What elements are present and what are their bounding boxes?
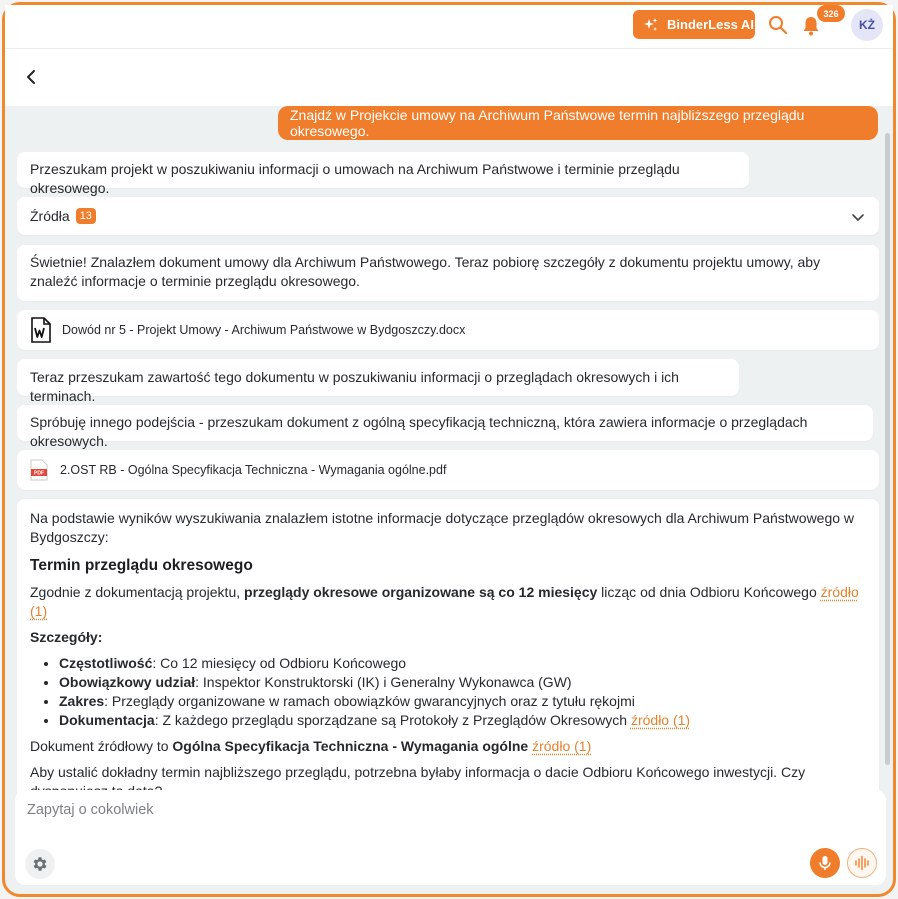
details-label: Szczegóły:: [30, 629, 103, 645]
settings-button[interactable]: [25, 849, 55, 879]
answer-paragraph: Zgodnie z dokumentacją projektu, przeglądy okresowe organizowane są co 12 miesięcy licząc od dnia Odbioru Końcowego źródło (1): [30, 584, 859, 619]
pdf-document-icon: [30, 459, 48, 481]
sources-panel[interactable]: [17, 197, 879, 235]
microphone-button[interactable]: [810, 848, 840, 878]
list-item: • Obowiązkowy udział: Inspektor Konstruktorski (IK) i Generalny Wykonawca (GW): [59, 673, 866, 692]
assistant-answer: [17, 499, 879, 799]
avatar[interactable]: KŻ: [851, 9, 883, 41]
list-item: • Zakres: Przeglądy organizowane w ramach obowiązków gwarancyjnych oraz z tytułu rękojmi: [59, 692, 866, 711]
file-attachment[interactable]: [17, 310, 879, 350]
answer-heading: Termin przeglądu okresowego: [30, 557, 253, 574]
chat-area: [5, 106, 893, 780]
binderless-ai-button[interactable]: [633, 10, 755, 39]
svg-text:PDF: PDF: [34, 470, 44, 477]
user-message: Znajdź w Projekcie umowy na Archiwum Państwowe termin najbliższego przeglądu okresowego.: [278, 106, 878, 140]
sources-label: Źródła: [30, 207, 70, 224]
assistant-message: Spróbuję innego podejścia - przeszukam dokument z ogólną specyfikacją techniczną, która zawiera informacje o przeglądach okresowych.: [17, 405, 873, 441]
source-link[interactable]: źródło (1): [30, 584, 859, 619]
ai-button-label: BinderLess AI: [667, 17, 754, 32]
sub-header: [5, 49, 893, 106]
gear-icon: [31, 855, 49, 873]
chat-input[interactable]: Zapytaj o cokolwiek: [27, 802, 154, 818]
sparkles-icon: [643, 17, 659, 33]
audio-wave-icon: [854, 855, 870, 871]
notification-badge: 326: [817, 5, 845, 22]
answer-intro: Na podstawie wyników wyszukiwania znalazłem istotne informacje dotyczące przeglądów okresowych dla Archiwum Państwowego w Bydgoszczy:: [30, 510, 855, 545]
file-name: 2.OST RB - Ogólna Specyfikacja Techniczna - Wymagania ogólne.pdf: [60, 462, 447, 477]
details-list: [59, 654, 866, 730]
file-name: Dowód nr 5 - Projekt Umowy - Archiwum Państwowe w Bydgoszczy.docx: [62, 322, 466, 337]
voice-mode-button[interactable]: [847, 848, 877, 878]
chat-input-box[interactable]: [15, 790, 886, 885]
microphone-icon: [817, 855, 833, 871]
assistant-message: Świetnie! Znalazłem dokument umowy dla Archiwum Państwowego. Teraz pobiorę szczegóły z dokumentu projektu umowy, aby znaleźć informacje o terminie przeglądu okresowego.: [17, 245, 879, 301]
back-arrow-icon[interactable]: [21, 67, 41, 87]
assistant-message: Przeszukam projekt w poszukiwaniu informacji o umowach na Archiwum Państwowe i terminie przeglądu okresowego.: [17, 152, 749, 188]
list-item: • Częstotliwość: Co 12 miesięcy od Odbioru Końcowego: [59, 654, 866, 673]
source-link[interactable]: źródło (1): [532, 738, 592, 754]
source-link[interactable]: źródło (1): [630, 712, 691, 728]
answer-question: Aby ustalić dokładny termin najbliższego przeglądu, potrzebna byłaby informacja o dacie Odbioru Końcowego inwestycji. Czy: [30, 764, 806, 780]
list-item: • Dokumentacja: Z każdego przeglądu sporządzane są Protokoły z Przeglądów Okresowych źródło (1): [59, 711, 866, 730]
sources-count-badge: 13: [76, 208, 96, 224]
assistant-message: Teraz przeszukam zawartość tego dokumentu w poszukiwaniu informacji o przeglądach okresowych i ich terminach.: [17, 359, 739, 396]
scrollbar[interactable]: [885, 133, 890, 765]
word-document-icon: [30, 317, 52, 343]
source-document-line: Dokument źródłowy to Ogólna Specyfikacja Techniczna - Wymagania ogólne źródło (1): [30, 738, 592, 754]
chevron-down-icon[interactable]: [851, 210, 865, 224]
app-frame: [2, 2, 896, 897]
top-bar: [5, 5, 893, 49]
search-icon[interactable]: [767, 14, 789, 36]
file-attachment[interactable]: [17, 450, 879, 490]
